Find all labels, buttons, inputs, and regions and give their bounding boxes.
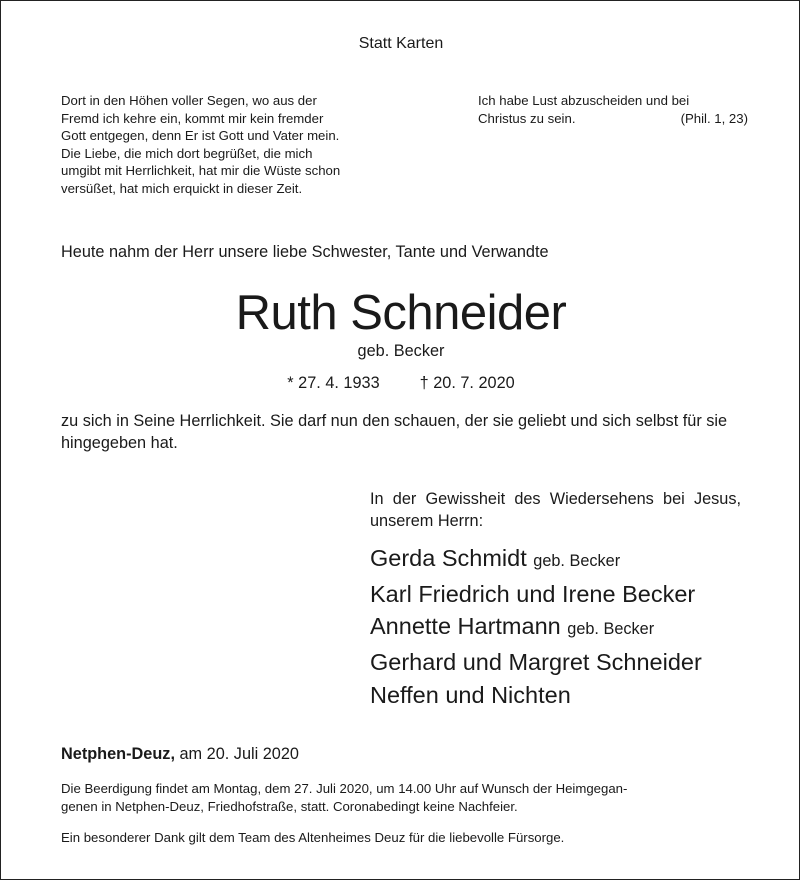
body-text: zu sich in Seine Herrlichkeit. Sie darf nun den schauen, der sie geliebt und sich selbst für sie hingegeben hat. [61,412,728,452]
place-date: am 20. Juli 2020 [179,745,299,763]
mourner-suffix: geb. Becker [567,620,655,639]
poem-line: Dort in den Höhen voller Segen, wo aus der [61,93,317,108]
verse-line-2 [478,110,748,128]
poem-line: Die Liebe, die mich dort begrüßet, die mich [61,145,313,161]
life-dates [1,374,800,393]
mourner-suffix: geb. Becker [533,552,621,570]
mourner [370,578,790,611]
maiden-name: geb. Becker [357,342,445,360]
mourner [370,646,790,679]
mourner-name: Annette Hartmann [370,613,561,640]
place-and-date [61,745,299,764]
mourners-list [370,542,790,712]
place-city: Netphen-Deuz, [61,745,175,763]
verse-reference: (Phil. 1, 23) [680,110,748,126]
mourner-name: Neffen und Nichten [370,681,571,708]
verse-line: Ich habe Lust abzuscheiden und bei [478,93,690,108]
poem-line: Gott entgegen, denn Er ist Gott und Vater mein. [61,128,340,144]
bible-verse [478,92,748,127]
header-statt-karten: Statt Karten [358,35,444,52]
mourner-name: Karl Friedrich und Irene Becker [370,580,696,607]
mourner-name: Gerhard und Margret Schneider [370,649,702,676]
poem-line: umgibt mit Herrlichkeit, hat mir die Wüste schon [61,163,341,179]
faith-statement: In der Gewissheit des Wiedersehens bei Jesus, unserem Herrn: [370,490,741,530]
funeral-line: genen in Netphen-Deuz, Friedhofstraße, statt. Coronabedingt keine Nachfeier. [61,798,518,814]
mourner-name: Gerda Schmidt [370,545,527,571]
verse-text: Christus zu sein. [478,110,576,126]
intro-text: Heute nahm der Herr unsere liebe Schwester, Tante und Verwandte [61,243,549,261]
birth-date: * 27. 4. 1933 [287,374,380,392]
poem-line: Fremd ich kehre ein, kommt mir kein fremder [61,110,324,126]
deceased-name: Ruth Schneider [235,286,567,340]
poem-line: versüßet, hat mich erquickt in dieser Zeit. [61,180,303,196]
death-date: † 20. 7. 2020 [419,374,515,392]
mourner [370,610,790,646]
thanks-note: Ein besonderer Dank gilt dem Team des Altenheimes Deuz für die liebevolle Fürsorge. [61,830,565,845]
mourner [370,542,790,578]
poem-block [61,92,401,198]
funeral-info [61,780,741,815]
mourner [370,679,790,712]
funeral-line: Die Beerdigung findet am Montag, dem 27. Juli 2020, um 14.00 Uhr auf Wunsch der Heimgegan- [61,781,628,796]
